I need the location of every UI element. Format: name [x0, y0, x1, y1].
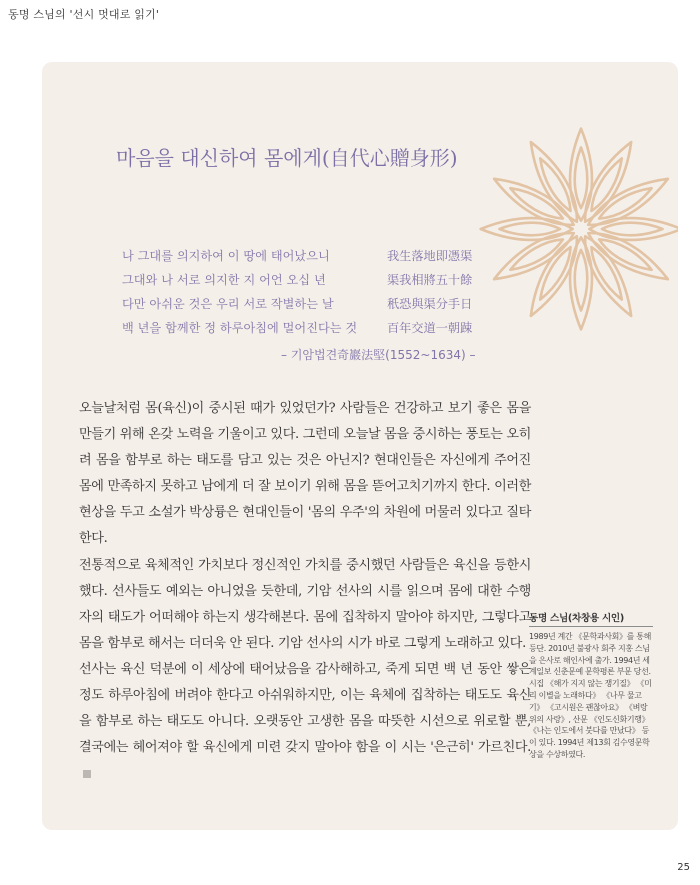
article-panel — [42, 62, 678, 830]
author-bio — [529, 610, 653, 761]
poem-line — [122, 268, 497, 292]
poem-line-korean: 그대와 나 서로 의지한 지 어언 오십 년 — [122, 273, 326, 287]
poem-attribution: – 기암법견奇巖法堅(1552~1634) – — [281, 348, 476, 362]
article-paragraph: 전통적으로 육체적인 가치보다 정신적인 가치를 중시했던 사람들은 육신을 등한시했다. 선사들도 예외는 아니었을 듯한데, 기암 선사의 시를 읽으며 몸에 대한 수행자의 태도가 어떠해야 하는지 생각해본다. 몸에 집착하지 말아야 하지만, 그렇다고 몸을 함부로 해서는 더더욱 안 된다. 기암 선사의 시가 바로 그렇게 노래하고 있다. — [79, 557, 531, 651]
poem-line — [122, 244, 497, 268]
poem-line-korean: 백 년을 함께한 정 하루아침에 멀어진다는 것 — [122, 321, 358, 335]
end-mark-icon — [83, 770, 91, 778]
poem-title: 마음을 대신하여 몸에게(自代心贈身形) — [116, 146, 458, 170]
author-name: 동명 스님(차창용 시인) — [529, 610, 653, 627]
article-paragraph — [79, 657, 531, 787]
article-paragraph-text: 선사는 육신 덕분에 이 세상에 태어났음을 감사해하고, 죽게 되면 백 년 동안 쌓은 정도 하루아침에 버려야 한다고 아쉬워하지만, 이는 육체에 집착하는 태도도 육신을 함부로 하는 태도도 아니다. 오랫동안 고생한 몸을 따뜻한 시선으로 위로할 뿐, 결국에는 헤어져야 할 육신에게 미련 갖지 말아야 함을 이 시는 '은근히' 가르친다. — [79, 661, 531, 756]
poem-line — [122, 292, 497, 316]
author-bio-text: 1989년 계간 《문학과사회》를 통해 등단. 2010년 불광사 회주 지홍 스님을 은사로 해인사에 출가. 1994년 세계일보 신춘문예 문학평론 부문 당선. 시집 《해가 지지 않는 쟁기질》 《미리 이별을 노래하다》 《나무 물고기》 《고시원은 괜찮아요》 《벼랑 위의 사랑》, 산문 《인도신화기행》 《나는 인도에서 붓다를 만났다》 등이 있다. 1994년 제13회 김수영문학상을 수상하였다. — [529, 632, 652, 759]
poem-line-korean: 나 그대를 의지하여 이 땅에 태어났으니 — [122, 249, 330, 263]
poem-block — [122, 244, 497, 340]
article-body — [79, 396, 531, 787]
poem-line-hanja: 秖恐與渠分手日 — [387, 297, 473, 311]
page-number: 25 — [677, 862, 690, 873]
lotus-icon — [466, 114, 678, 344]
article-paragraph: 오늘날처럼 몸(육신)이 중시된 때가 있었던가? 사람들은 건강하고 보기 좋은 몸을 만들기 위해 온갖 노력을 기울이고 있다. 그런데 오늘날 몸을 중시하는 풍토는 오히려 몸을 함부로 하는 태도를 담고 있는 것은 아닌지? 현대인들은 자신에게 주어진 몸에 만족하지 못하고 남에게 더 잘 보이기 위해 몸을 뜯어고치기까지 한다. 이러한 현상을 두고 소설가 박상륭은 현대인들이 '몸의 우주'의 차원에 머물러 있다고 질타한다. — [79, 401, 531, 547]
poem-line-hanja: 百年交道一朝踈 — [387, 321, 473, 335]
poem-line — [122, 316, 497, 340]
poem-line-hanja: 我生落地即憑渠 — [387, 249, 473, 263]
poem-line-korean: 다만 아쉬운 것은 우리 서로 작별하는 날 — [122, 297, 334, 311]
running-header: 동명 스님의 '선시 멋대로 읽기' — [8, 8, 160, 21]
poem-line-hanja: 渠我相將五十餘 — [387, 273, 473, 287]
